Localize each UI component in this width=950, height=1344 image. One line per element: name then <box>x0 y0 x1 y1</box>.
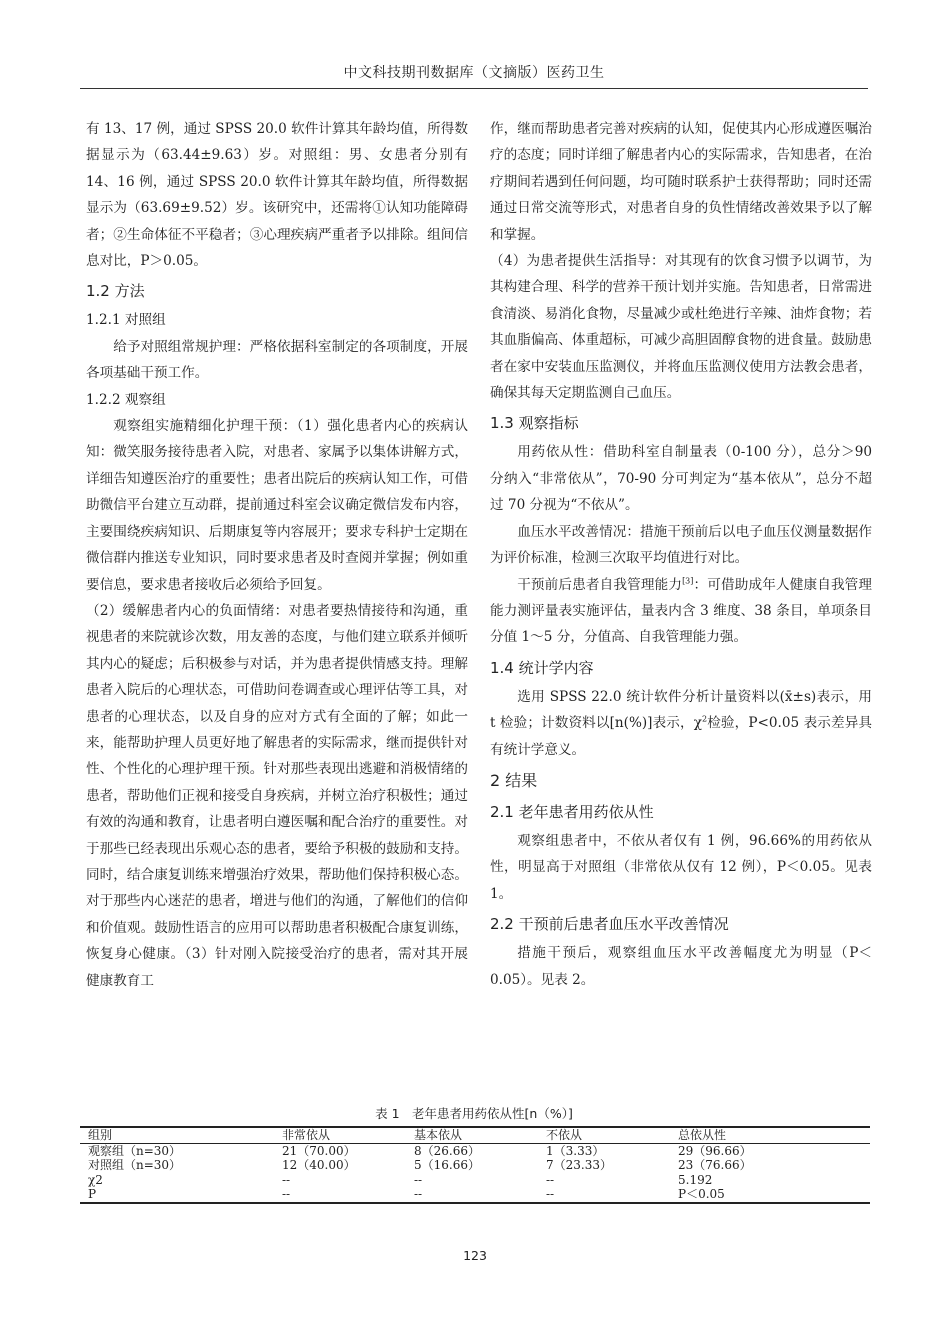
table-header-cell: 组别 <box>88 1128 113 1142</box>
table-cell: 5（16.66） <box>414 1158 480 1173</box>
table-cell: 7（23.33） <box>546 1158 612 1173</box>
section-heading-results: 2 结果 <box>490 770 538 790</box>
table-cell: 29（96.66） <box>678 1143 752 1158</box>
paragraph: 用药依从性：借助科室自制量表（0-100 分），总分＞90 分纳入“非常依从”，70-90 分可判定为“基本依从”，总分不超过 70 分视为“不依从”。 <box>490 444 872 514</box>
table-row <box>80 1173 870 1188</box>
subsection-heading-observation: 1.2.2 观察组 <box>86 391 166 408</box>
citation-ref: [3] <box>682 575 694 585</box>
table-cell: -- <box>282 1187 291 1202</box>
paragraph: 观察组实施精细化护理干预：（1）强化患者内心的疾病认知：微笑服务接待患者入院，对患者、家属予以集体讲解方式，详细告知遵医治疗的重要性；患者出院后的疾病认知工作，可借助微信平台建立互动群，提前通过科室会议确定微信发布内容，主要围绕疾病知识、后期康复等内容展开；要求专科护士定期在微信群内推送专业知识，同时要求患者及时查阅并掌握；例如重要信息，要求患者接收后必须给予回复。 <box>86 418 468 593</box>
table-header-cell: 非常依从 <box>282 1128 331 1142</box>
paragraph: 血压水平改善情况：措施干预前后以电子血压仪测量数据作为评价标准，检测三次取平均值进行对比。 <box>490 523 872 567</box>
table-cell: 21（70.00） <box>282 1143 356 1158</box>
text-run: 检验，P<0.05 表示差异具有统计学意义。 <box>490 715 873 758</box>
table-cell: -- <box>282 1172 291 1187</box>
table-cell: -- <box>546 1172 555 1187</box>
table-header-cell: 不依从 <box>546 1128 583 1142</box>
paragraph: 有 13、17 例，通过 SPSS 20.0 软件计算其年龄均值，所得数据显示为（63.44±9.63）岁。对照组：男、女患者分别有 14、16 例，通过 SPSS 20.0 软件计算其年龄均值，所得数据显示为（63.69±9.52）岁。该研究中，还需将①认知功能障碍者；②生命体征不平稳者；③心理疾病严重者予以排除。组间信息对比，P＞0.05。 <box>86 121 468 270</box>
section-heading-statistics: 1.4 统计学内容 <box>490 658 594 677</box>
paragraph <box>490 684 872 763</box>
paragraph <box>490 572 872 651</box>
table-cell: 观察组（n=30） <box>88 1143 182 1158</box>
header-divider <box>80 88 868 89</box>
journal-header: 中文科技期刊数据库（文摘版）医药卫生 <box>343 65 605 81</box>
superscript: 2 <box>701 714 708 724</box>
left-column <box>86 116 468 994</box>
subsection-heading-control: 1.2.1 对照组 <box>86 312 166 329</box>
section-heading-methods: 1.2 方法 <box>86 282 145 301</box>
right-column <box>490 116 872 993</box>
table-cell: -- <box>414 1187 423 1202</box>
table-cell: -- <box>414 1172 423 1187</box>
table-cell: P <box>88 1187 97 1202</box>
section-heading-indicators: 1.3 观察指标 <box>490 414 579 433</box>
adherence-table <box>80 1126 870 1204</box>
table-row <box>80 1187 870 1203</box>
text-run: 选用 SPSS 22.0 统计软件分析计量资料以(x̄±s)表示，用 t 检验；计数资料以[n(%)]表示，χ <box>490 688 872 732</box>
table-cell: 对照组（n=30） <box>88 1158 182 1173</box>
text-run: ：可借助成年人健康自我管理能力测评量表实施评估，量表内含 3 维度、38 条目，单项条目分值 1～5 分，分值高、自我管理能力强。 <box>490 576 873 646</box>
paragraph: 措施干预后，观察组血压水平改善幅度尤为明显（P＜0.05）。见表 2。 <box>490 945 872 988</box>
page-number: 123 <box>463 1248 487 1263</box>
table-caption: 表 1 老年患者用药依从性[n（%）] <box>375 1106 573 1121</box>
table-header-row <box>80 1127 870 1143</box>
text-run: 干预前后患者自我管理能力 <box>517 576 683 593</box>
paragraph: 观察组患者中，不依从者仅有 1 例，96.66%的用药依从性，明显高于对照组（非常依从仅有 12 例），P＜0.05。见表 1。 <box>490 832 872 902</box>
table-cell: 23（76.66） <box>678 1158 752 1173</box>
section-heading-adherence: 2.1 老年患者用药依从性 <box>490 802 654 821</box>
table-cell: -- <box>546 1187 555 1202</box>
table-header-cell: 总依从性 <box>678 1128 727 1142</box>
paragraph: 给予对照组常规护理：严格依据科室制定的各项制度，开展各项基础干预工作。 <box>86 338 468 382</box>
paragraph: （4）为患者提供生活指导：对其现有的饮食习惯予以调节，为其构建合理、科学的营养干预计划并实施。告知患者，日常需进食清淡、易消化食物，尽量减少或杜绝进行辛辣、油炸食物；若其血脂偏高、体重超标，可减少高胆固醇食物的进食量。鼓励患者在家中安装血压监测仪，并将血压监测仪使用方法教会患者，确保其每天定期监测自己血压。 <box>490 253 872 402</box>
table-cell: 5.192 <box>678 1172 713 1187</box>
table-cell: 1（3.33） <box>546 1143 605 1158</box>
paragraph: 作，继而帮助患者完善对疾病的认知，促使其内心形成遵医嘱治疗的态度；同时详细了解患者内心的实际需求，告知患者，在治疗期间若遇到任何问题，均可随时联系护士获得帮助；同时还需通过日常交流等形式，对患者自身的负性情绪改善效果予以了解和掌握。 <box>490 121 872 243</box>
paragraph: （2）缓解患者内心的负面情绪：对患者要热情接待和沟通，重视患者的来院就诊次数，用友善的态度，与他们建立联系并倾听其内心的疑虑；后积极参与对话，并为患者提供情感支持。理解患者入院后的心理状态，可借助问卷调查或心理评估等工具，对患者的心理状态，以及自身的应对方式有全面的了解；如此一来，能帮助护理人员更好地了解患者的实际需求，继而提供针对性、个性化的心理护理干预。针对那些表现出逃避和消极情绪的患者，帮助他们正视和接受自身疾病，并树立治疗积极性；通过有效的沟通和教育，让患者明白遵医嘱和配合治疗的重要性。对于那些已经表现出乐观心态的患者，要给予积极的鼓励和支持。同时，结合康复训练来增强治疗效果，帮助他们保持积极心态。对于那些内心迷茫的患者，增进与他们的沟通，了解他们的信仰和价值观。鼓励性语言的应用可以帮助患者积极配合康复训练，恢复身心健康。（3）针对刚入院接受治疗的患者，需对其开展健康教育工 <box>86 602 468 989</box>
table-header-cell: 基本依从 <box>414 1128 463 1142</box>
table-cell: χ2 <box>88 1172 103 1187</box>
section-heading-blood-pressure: 2.2 干预前后患者血压水平改善情况 <box>490 915 729 934</box>
table-cell: P＜0.05 <box>678 1187 725 1202</box>
table-row <box>80 1143 870 1158</box>
table-cell: 8（26.66） <box>414 1143 480 1158</box>
table-cell: 12（40.00） <box>282 1158 356 1173</box>
table-row <box>80 1158 870 1173</box>
